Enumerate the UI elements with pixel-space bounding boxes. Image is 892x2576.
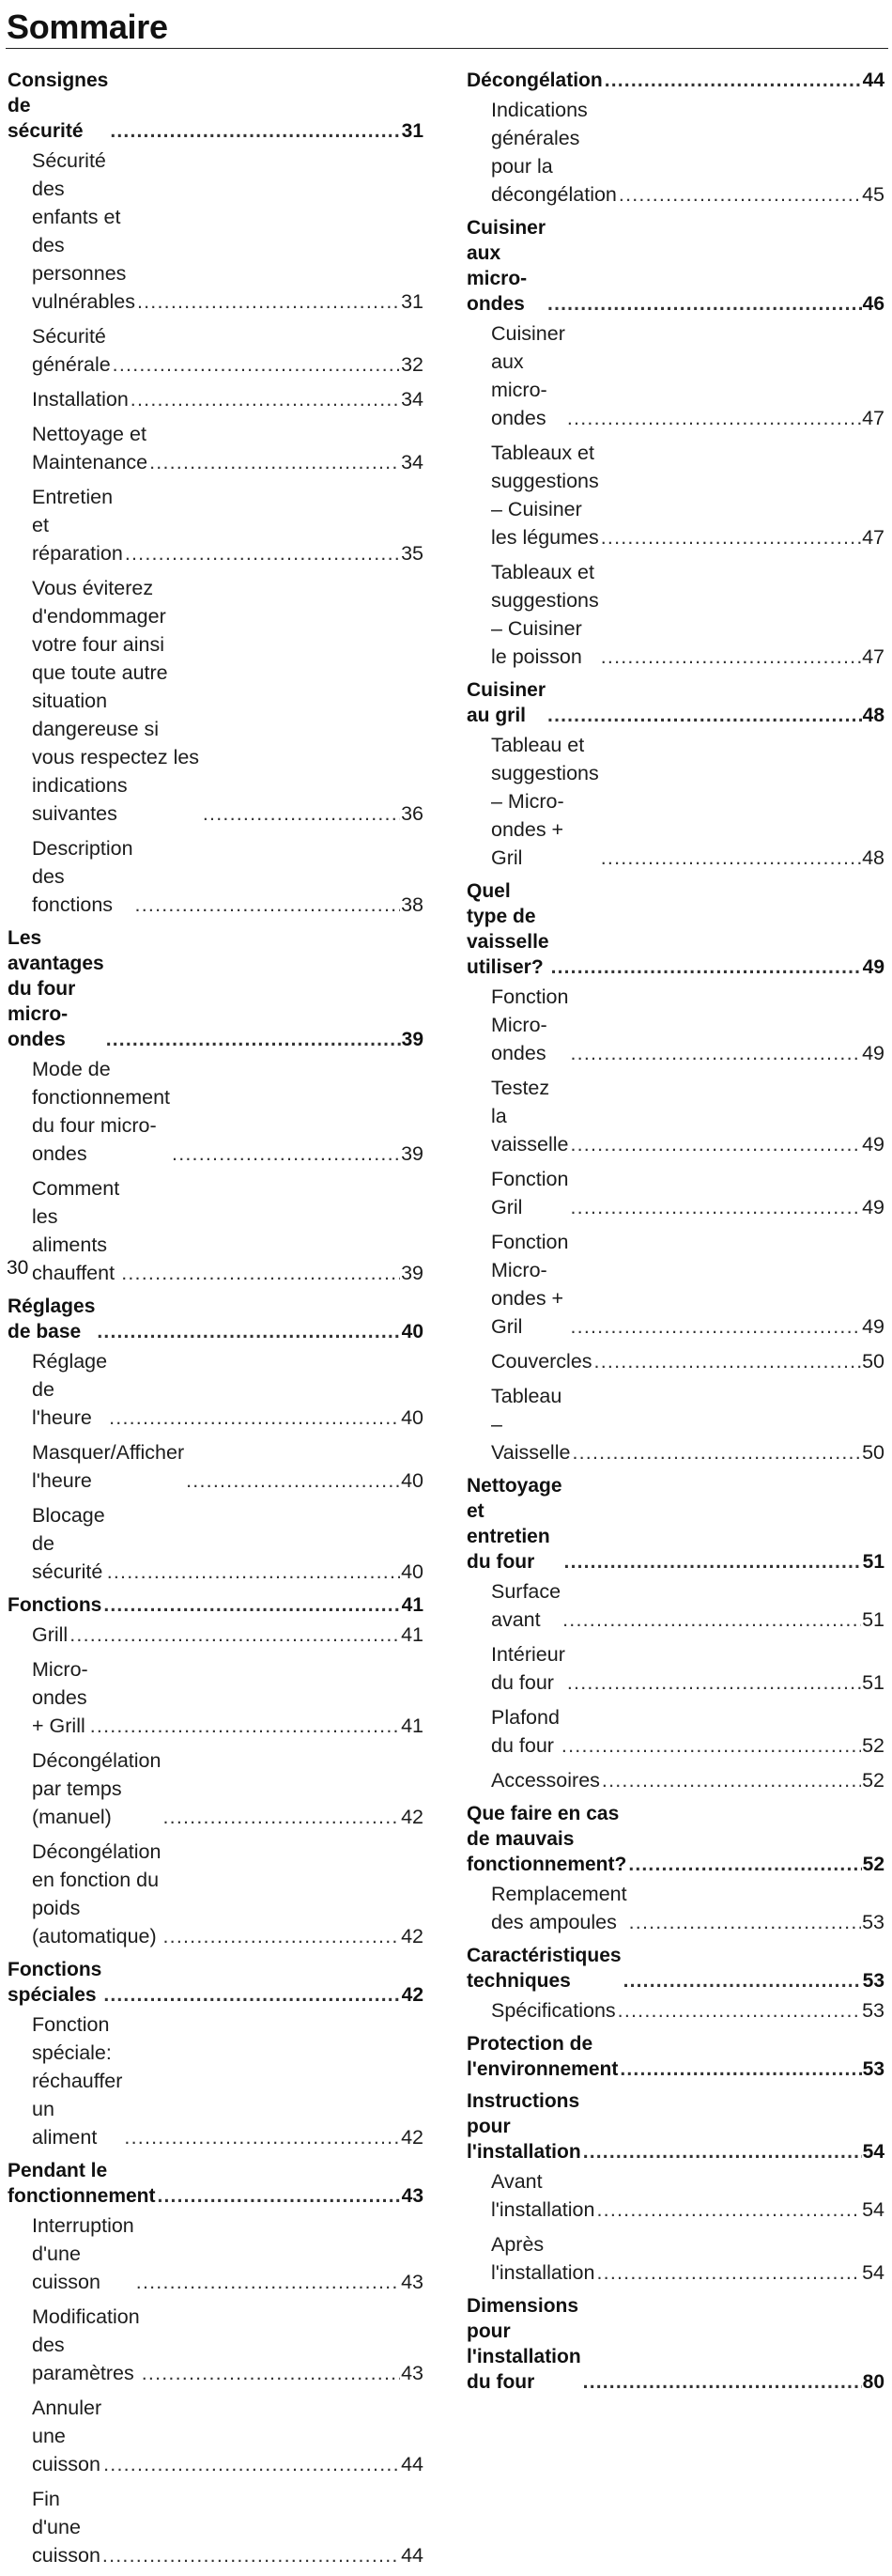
toc-entry-title: Indications générales pour la décongélation — [491, 99, 617, 206]
toc-entry-title: Nettoyage et Maintenance — [32, 423, 148, 473]
toc-subsection-entry[interactable] — [467, 1228, 884, 1341]
toc-entry-title: Après l'installation — [491, 2233, 595, 2284]
toc-subsection-entry[interactable] — [8, 420, 423, 476]
toc-entry-page: 42 — [401, 1925, 423, 1948]
toc-leader-dots — [135, 891, 401, 919]
toc-entry-title: Description des fonctions — [32, 837, 133, 916]
toc-subsection-entry[interactable] — [8, 147, 423, 316]
toc-leader-dots — [149, 448, 400, 476]
toc-section-entry[interactable] — [467, 2031, 884, 2082]
toc-subsection-entry[interactable] — [8, 2303, 423, 2387]
toc-leader-dots — [107, 1558, 400, 1586]
toc-entry-page: 50 — [862, 1350, 884, 1373]
toc-section-entry[interactable] — [8, 1957, 423, 2008]
toc-entry-title: Que faire en cas de mauvais fonctionnement? — [467, 1803, 627, 1875]
toc-entry-title: Tableau – Vaisselle — [491, 1385, 571, 1464]
toc-leader-dots — [162, 1803, 400, 1831]
toc-subsection-entry[interactable] — [467, 2230, 884, 2287]
toc-entry-title: Avant l'installation — [491, 2170, 595, 2221]
toc-leader-dots — [602, 1766, 861, 1794]
toc-entry-title: Sécurité générale — [32, 325, 111, 376]
toc-leader-dots — [203, 799, 400, 828]
toc-subsection-entry[interactable] — [8, 2211, 423, 2296]
toc-section-entry[interactable] — [467, 1801, 884, 1877]
toc-leader-dots — [131, 385, 400, 413]
toc-subsection-entry[interactable] — [467, 731, 884, 872]
toc-section-entry[interactable] — [8, 1592, 423, 1618]
toc-leader-dots — [547, 703, 862, 728]
toc-subsection-entry[interactable] — [467, 558, 884, 671]
toc-entry-page: 48 — [862, 705, 884, 726]
toc-entry-title: Testez la vaisselle — [491, 1077, 569, 1156]
toc-leader-dots — [103, 2450, 400, 2478]
page-title: Sommaire — [7, 8, 168, 46]
toc-subsection-entry[interactable] — [8, 1746, 423, 1831]
title-divider — [6, 48, 888, 49]
toc-entry-page: 80 — [862, 2371, 884, 2393]
toc-entry-page: 34 — [401, 388, 423, 411]
toc-subsection-entry[interactable] — [8, 1174, 423, 1287]
toc-subsection-entry[interactable] — [467, 1165, 884, 1221]
toc-leader-dots — [583, 2139, 862, 2165]
toc-leader-dots — [142, 2359, 400, 2387]
toc-entry-title: Nettoyage et entretien du four — [467, 1475, 562, 1573]
toc-entry-page: 54 — [862, 2198, 884, 2221]
toc-entry-page: 51 — [862, 1671, 884, 1694]
toc-leader-dots — [618, 1996, 861, 2025]
toc-entry-title: Réglage de l'heure — [32, 1350, 108, 1429]
toc-leader-dots — [109, 1404, 400, 1432]
toc-entry-page: 54 — [862, 2141, 884, 2163]
toc-entry-page: 39 — [401, 1142, 423, 1165]
toc-leader-dots — [601, 844, 861, 872]
toc-entry-page: 49 — [862, 1196, 884, 1218]
toc-entry-page: 52 — [862, 1854, 884, 1875]
toc-entry-title: Remplacement des ampoules — [491, 1883, 627, 1933]
toc-entry-title: Fonctions — [8, 1594, 102, 1616]
toc-subsection-entry[interactable] — [8, 2485, 423, 2569]
toc-subsection-entry[interactable] — [8, 2394, 423, 2478]
toc-entry-title: Accessoires — [491, 1769, 600, 1792]
toc-leader-dots — [103, 1592, 400, 1618]
toc-entry-page: 32 — [401, 353, 423, 376]
toc-entry-page: 44 — [862, 70, 884, 91]
toc-entry-page: 53 — [862, 2058, 884, 2080]
toc-leader-dots — [564, 1549, 862, 1575]
toc-entry-page: 53 — [862, 1970, 884, 1992]
toc-subsection-entry[interactable] — [467, 1880, 884, 1936]
toc-subsection-entry[interactable] — [467, 983, 884, 1067]
toc-entry-page: 40 — [401, 1406, 423, 1429]
toc-leader-dots — [97, 1319, 400, 1344]
toc-entry-title: Décongélation par temps (manuel) — [32, 1749, 161, 1828]
toc-entry-page: 45 — [862, 183, 884, 206]
toc-entry-title: Cuisiner au gril — [467, 679, 546, 726]
toc-subsection-entry[interactable] — [8, 1055, 423, 1168]
toc-left-column — [8, 68, 423, 2576]
toc-section-entry[interactable] — [467, 2088, 884, 2165]
toc-leader-dots — [157, 2183, 400, 2209]
toc-leader-dots — [570, 1193, 861, 1221]
toc-leader-dots — [547, 291, 862, 317]
toc-section-entry[interactable] — [467, 215, 884, 317]
toc-subsection-entry[interactable] — [8, 574, 423, 828]
toc-leader-dots — [567, 404, 861, 432]
toc-leader-dots — [570, 1039, 861, 1067]
toc-subsection-entry[interactable] — [467, 1640, 884, 1697]
toc-entry-page: 41 — [401, 1715, 423, 1737]
toc-entry-title: Protection de l'environnement — [467, 2033, 619, 2080]
toc-subsection-entry[interactable] — [8, 1621, 423, 1649]
toc-leader-dots — [106, 1027, 401, 1052]
toc-leader-dots — [121, 1259, 400, 1287]
toc-entry-page: 42 — [401, 1984, 423, 2006]
toc-subsection-entry[interactable] — [467, 1382, 884, 1466]
toc-leader-dots — [570, 1312, 861, 1341]
toc-entry-title: Spécifications — [491, 1999, 616, 2022]
toc-entry-title: Fonction spéciale: réchauffer un aliment — [32, 2013, 123, 2149]
toc-leader-dots — [629, 1908, 861, 1936]
toc-entry-page: 46 — [862, 293, 884, 315]
toc-entry-title: Interruption d'une cuisson — [32, 2214, 134, 2293]
toc-entry-title: Réglages de base — [8, 1296, 96, 1342]
toc-entry-page: 35 — [401, 542, 423, 565]
toc-entry-page: 41 — [401, 1623, 423, 1646]
toc-entry-title: Tableau et suggestions – Micro-ondes + Gril — [491, 734, 599, 869]
toc-entry-page: 39 — [401, 1029, 423, 1050]
toc-leader-dots — [124, 2123, 400, 2151]
toc-leader-dots — [605, 68, 862, 93]
toc-leader-dots — [162, 1922, 400, 1950]
toc-entry-title: Dimensions pour l'installation du four — [467, 2295, 581, 2393]
toc-subsection-entry[interactable] — [8, 1438, 423, 1495]
toc-entry-title: Entretien et réparation — [32, 486, 123, 565]
toc-section-entry[interactable] — [467, 878, 884, 980]
toc-entry-page: 31 — [401, 290, 423, 313]
toc-entry-page: 43 — [401, 2185, 423, 2207]
toc-entry-title: Comment les aliments chauffent — [32, 1177, 120, 1284]
toc-section-entry[interactable] — [467, 68, 884, 93]
toc-subsection-entry[interactable] — [467, 1074, 884, 1158]
toc-entry-title: Quel type de vaisselle utiliser? — [467, 880, 549, 978]
toc-entry-title: Grill — [32, 1623, 69, 1646]
toc-entry-page: 51 — [862, 1551, 884, 1573]
toc-entry-page: 53 — [862, 1999, 884, 2022]
toc-entry-page: 39 — [401, 1262, 423, 1284]
toc-entry-page: 34 — [401, 451, 423, 473]
toc-leader-dots — [620, 2056, 861, 2082]
toc-leader-dots — [69, 1621, 400, 1649]
toc-leader-dots — [601, 643, 861, 671]
toc-entry-title: Annuler une cuisson — [32, 2397, 102, 2475]
toc-entry-page: 51 — [862, 1608, 884, 1631]
toc-entry-page: 44 — [401, 2544, 423, 2567]
toc-leader-dots — [102, 2541, 400, 2569]
toc-leader-dots — [562, 1606, 861, 1634]
toc-subsection-entry[interactable] — [467, 1577, 884, 1634]
toc-leader-dots — [551, 954, 862, 980]
toc-leader-dots — [570, 1130, 861, 1158]
toc-entry-title: Les avantages du four micro-ondes — [8, 927, 104, 1050]
toc-entry-page: 40 — [401, 1321, 423, 1342]
toc-section-entry[interactable] — [8, 1294, 423, 1344]
toc-entry-title: Fonction Micro-ondes + Gril — [491, 1231, 569, 1338]
toc-entry-page: 44 — [401, 2453, 423, 2475]
toc-entry-page: 36 — [401, 802, 423, 825]
toc-entry-page: 41 — [401, 1594, 423, 1616]
toc-leader-dots — [619, 180, 861, 209]
toc-entry-page: 49 — [862, 1042, 884, 1064]
toc-subsection-entry[interactable] — [8, 1655, 423, 1740]
toc-subsection-entry[interactable] — [8, 1347, 423, 1432]
toc-leader-dots — [103, 1982, 400, 2008]
toc-section-entry[interactable] — [467, 1943, 884, 1994]
toc-subsection-entry[interactable] — [8, 483, 423, 567]
toc-entry-title: Pendant le fonctionnement — [8, 2160, 156, 2207]
toc-leader-dots — [594, 1347, 862, 1375]
toc-entry-title: Intérieur du four — [491, 1643, 565, 1694]
toc-entry-title: Micro-ondes + Grill — [32, 1658, 88, 1737]
toc-subsection-entry[interactable] — [8, 1501, 423, 1586]
toc-section-entry[interactable] — [467, 2293, 884, 2395]
toc-leader-dots — [125, 539, 400, 567]
toc-entry-page: 40 — [401, 1469, 423, 1492]
toc-leader-dots — [561, 1731, 861, 1760]
toc-entry-title: Installation — [32, 388, 129, 411]
toc-subsection-entry[interactable] — [8, 385, 423, 413]
toc-entry-title: Caractéristiques techniques — [467, 1945, 622, 1992]
toc-leader-dots — [623, 1968, 862, 1994]
toc-entry-page: 52 — [862, 1769, 884, 1792]
toc-leader-dots — [90, 1712, 400, 1740]
toc-leader-dots — [567, 1668, 861, 1697]
toc-leader-dots — [596, 2258, 861, 2287]
toc-leader-dots — [596, 2196, 861, 2224]
toc-entry-title: Tableaux et suggestions – Cuisiner les légumes — [491, 442, 599, 549]
toc-entry-title: Sécurité des enfants et des personnes vulnérables — [32, 149, 135, 313]
toc-entry-page: 42 — [401, 2126, 423, 2149]
toc-subsection-entry[interactable] — [8, 2010, 423, 2151]
toc-right-column — [467, 68, 884, 2401]
toc-subsection-entry[interactable] — [467, 1996, 884, 2025]
toc-subsection-entry[interactable] — [467, 1766, 884, 1794]
toc-entry-title: Fonction Gril — [491, 1168, 569, 1218]
toc-subsection-entry[interactable] — [467, 319, 884, 432]
toc-entry-page: 54 — [862, 2261, 884, 2284]
toc-leader-dots — [572, 1438, 861, 1466]
toc-entry-page: 50 — [862, 1441, 884, 1464]
toc-section-entry[interactable] — [467, 677, 884, 728]
toc-entry-title: Décongélation en fonction du poids (automatique) — [32, 1840, 161, 1948]
toc-subsection-entry[interactable] — [467, 96, 884, 209]
toc-entry-title: Masquer/Afficher l'heure — [32, 1441, 185, 1492]
toc-entry-title: Couvercles — [491, 1350, 592, 1373]
toc-subsection-entry[interactable] — [467, 2167, 884, 2224]
toc-subsection-entry[interactable] — [467, 1347, 884, 1375]
toc-entry-page: 47 — [862, 645, 884, 668]
toc-entry-title: Mode de fonctionnement du four micro-ondes — [32, 1058, 171, 1165]
toc-leader-dots — [583, 2369, 862, 2395]
toc-entry-page: 53 — [862, 1911, 884, 1933]
toc-leader-dots — [113, 350, 400, 379]
toc-entry-page: 49 — [862, 956, 884, 978]
toc-subsection-entry[interactable] — [467, 439, 884, 551]
toc-section-entry[interactable] — [8, 68, 423, 144]
toc-entry-page: 43 — [401, 2362, 423, 2384]
toc-entry-title: Consignes de sécurité — [8, 70, 109, 142]
toc-entry-page: 49 — [862, 1133, 884, 1156]
toc-leader-dots — [136, 2268, 400, 2296]
toc-entry-title: Fin d'une cuisson — [32, 2488, 100, 2567]
toc-section-entry[interactable] — [467, 1473, 884, 1575]
toc-entry-page: 38 — [401, 893, 423, 916]
toc-entry-page: 47 — [862, 526, 884, 549]
toc-entry-page: 48 — [862, 846, 884, 869]
toc-entry-title: Décongélation — [467, 70, 603, 91]
toc-leader-dots — [137, 287, 400, 316]
toc-leader-dots — [186, 1466, 400, 1495]
toc-entry-title: Plafond du four — [491, 1706, 560, 1757]
toc-subsection-entry[interactable] — [467, 1703, 884, 1760]
toc-entry-title: Fonctions spéciales — [8, 1959, 102, 2006]
toc-entry-page: 52 — [862, 1734, 884, 1757]
page-number: 30 — [7, 1257, 29, 1279]
toc-entry-page: 42 — [401, 1806, 423, 1828]
toc-entry-title: Surface avant — [491, 1580, 561, 1631]
toc-entry-page: 43 — [401, 2271, 423, 2293]
toc-entry-title: Blocage de sécurité — [32, 1504, 105, 1583]
toc-entry-page: 47 — [862, 407, 884, 429]
toc-section-entry[interactable] — [8, 925, 423, 1052]
toc-leader-dots — [628, 1852, 861, 1877]
toc-entry-page: 49 — [862, 1315, 884, 1338]
toc-entry-title: Instructions pour l'installation — [467, 2090, 581, 2163]
toc-leader-dots — [172, 1140, 400, 1168]
toc-leader-dots — [110, 118, 400, 144]
toc-entry-title: Fonction Micro-ondes — [491, 985, 569, 1064]
toc-leader-dots — [601, 523, 861, 551]
toc-entry-title: Tableaux et suggestions – Cuisiner le poisson — [491, 561, 599, 668]
toc-section-entry[interactable] — [8, 2158, 423, 2209]
toc-subsection-entry[interactable] — [8, 322, 423, 379]
toc-entry-title: Modification des paramètres — [32, 2305, 140, 2384]
toc-entry-page: 40 — [401, 1560, 423, 1583]
toc-entry-title: Vous éviterez d'endommager votre four ainsi que toute autre situation dangereuse si vous respectez les indications suivantes — [32, 577, 200, 825]
toc-entry-title: Cuisiner aux micro-ondes — [467, 217, 546, 315]
toc-subsection-entry[interactable] — [8, 1838, 423, 1950]
toc-entry-page: 31 — [401, 120, 423, 142]
toc-subsection-entry[interactable] — [8, 834, 423, 919]
toc-entry-title: Cuisiner aux micro-ondes — [491, 322, 565, 429]
